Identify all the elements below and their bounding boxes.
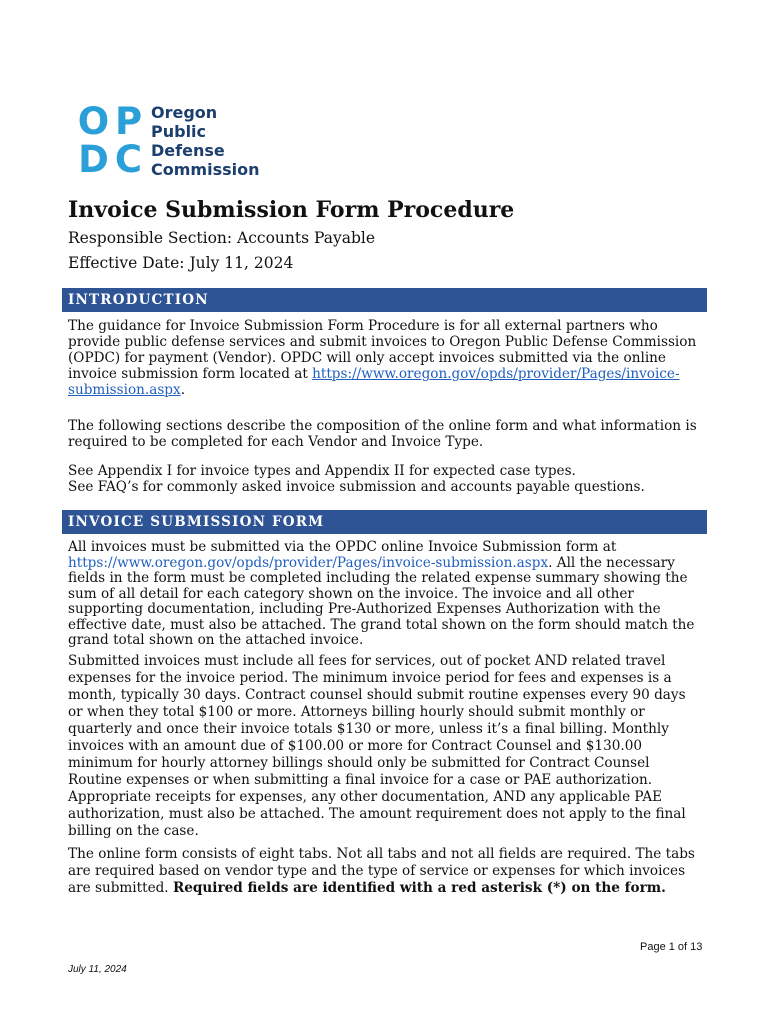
page-number: Page 1 of 13 [640,941,703,953]
invoice-submission-link[interactable]: https://www.oregon.gov/opds/provider/Pages/invoice-submission.aspx [68,366,680,398]
opdc-logo-mark [75,100,145,181]
page-title: Invoice Submission Form Procedure [68,197,515,223]
footer-date: July 11, 2024 [68,964,127,975]
logo-line-oregon: Oregon [151,103,218,122]
form-paragraph-1 [68,540,704,649]
required-fields-note: Required fields are identified with a red asterisk (*) on the form. [172,880,666,896]
intro-p1-text: The guidance for Invoice Submission Form Procedure is for all external partners who provide public defense services and submit invoices to Oregon Public Defense Commission (OPDC) for payment (Vendor). OPDC will only accept invoices submitted via the online invoice submission form located at [68,318,697,382]
intro-p1-end: . [180,382,186,398]
intro-paragraph-2: The following sections describe the composition of the online form and what information is required to be completed for each Vendor and Invoice Type. [68,418,697,450]
form-paragraph-3 [68,846,704,897]
opdc-logo [75,100,260,181]
form-p1-rest: . All the necessary fields in the form must be completed including the related expense summary showing the sum of all detail for each category shown on the invoice. The invoice and all other supporting documentation, including Pre-Authorized Expenses Authorization with the effective date, must also be attached. The grand total shown on the form should match the grand total shown on the attached invoice. [68,554,695,648]
section-heading-introduction: INTRODUCTION [62,288,707,312]
form-paragraph-2: Submitted invoices must include all fees for services, out of pocket AND related travel expenses for the invoice period. The minimum invoice period for fees and expenses is a month, typically 30 days. Contract counsel should submit routine expenses every 90 days or when they total $100 or more. Attorneys billing hourly should submit monthly or quarterly and once their invoice totals $130 or more, unless it’s a final billing. Monthly invoices with an amount due of $100.00 or more for Contract Counsel and $130.00 minimum for hourly attorney billings should only be submitted for Contract Counsel Routine expenses or when submitting a final invoice for a case or PAE authorization. Appropriate receipts for expenses, any other documentation, AND any applicable PAE authorization, must also be attached. The amount requirement does not apply to the final billing on the case. [68,653,686,839]
logo-line-commission: Commission [151,160,260,179]
form-p3-text: The online form consists of eight tabs. Not all tabs and not all fields are required. The tabs are required based on vendor type and the type of service or expenses for which invoices are submitted. [68,846,695,896]
logo-letter-p: P [114,100,141,143]
intro-paragraph-3 [68,463,704,495]
logo-letter-o: O [77,100,108,143]
invoice-submission-url[interactable]: https://www.oregon.gov/opds/provider/Pages/invoice-submission.aspx [68,554,549,571]
responsible-section: Responsible Section: Accounts Payable [68,229,376,247]
logo-wordmark [151,103,259,179]
faq-note: See FAQ’s for commonly asked invoice submission and accounts payable questions. [68,479,645,495]
logo-line-public: Public [151,122,207,141]
appendix-note: See Appendix I for invoice types and Appendix II for expected case types. [68,463,576,479]
logo-letter-c: C [114,138,141,181]
logo-line-defense: Defense [151,141,225,160]
effective-date: Effective Date: July 11, 2024 [68,254,294,272]
form-p1-start: All invoices must be submitted via the OPDC online Invoice Submission form at [68,539,617,555]
intro-paragraph-1 [68,318,704,398]
section-heading-invoice-submission-form: INVOICE SUBMISSION FORM [62,510,707,534]
logo-letter-d: D [78,138,107,181]
